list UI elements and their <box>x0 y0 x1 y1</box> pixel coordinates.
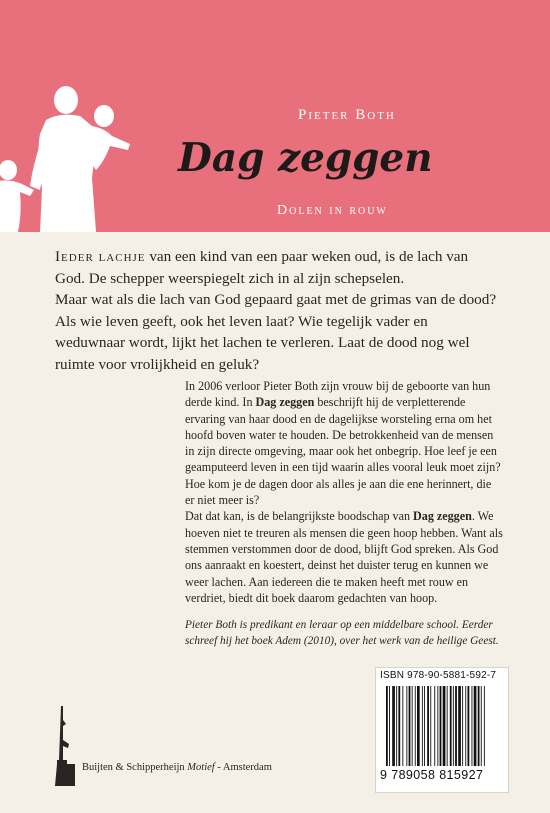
blurb-p1-rest: beschrijft hij de verpletterende ervaring van haar dood en de dagelijkse worsteling erna om het hoofd boven water te houden. De betrokkenheid van de mensen in zijn directe omgeving, maar ook het onbegrip. Hoe leef je een geamputeerd leven in een tijd waarin alles vooral leuk moet zijn? Hoe kom je de dagen door als alles je aan die ene herinnert, die er niet meer is? <box>185 395 501 508</box>
author-name: Pieter Both <box>298 107 396 123</box>
blurb-p2-title: Dag zeggen <box>413 509 472 524</box>
publisher-line <box>82 762 272 773</box>
blurb-text <box>185 378 503 606</box>
blurb-p1-title: Dag zeggen <box>255 395 315 410</box>
publisher-imprint: Motief <box>187 762 215 773</box>
author-bio: Pieter Both is predikant en leraar op een middelbare school. Eerder schreef hij het boek Adem (2010), over het werk van de heilige Geest. <box>185 619 499 647</box>
book-title: Dag zeggen <box>178 135 433 181</box>
book-subtitle: Dolen in rouw <box>277 203 388 218</box>
intro-text <box>55 246 500 375</box>
intro-paragraph-1-rest: van een kind van een paar weken oud, is de lach van God. De schepper weerspiegelt zich in al zijn schepselen. <box>55 248 469 287</box>
blurb-paragraph-2 <box>185 508 503 606</box>
publisher-logo-icon <box>55 706 79 786</box>
intro-paragraph-1 <box>55 246 500 289</box>
cover-header <box>0 0 550 232</box>
publisher-city: - Amsterdam <box>217 762 272 773</box>
blurb-paragraph-1 <box>185 378 503 508</box>
blurb-p1-start: In 2006 verloor Pieter Both zijn vrouw bij de geboorte van hun derde kind. In <box>185 379 491 410</box>
father-child-silhouette-icon <box>0 78 150 232</box>
barcode-icon <box>384 686 500 766</box>
barcode-box <box>375 667 509 793</box>
intro-paragraph-2: Maar wat als die lach van God gepaard gaat met de grimas van de dood? Als wie leven geeft, ook het leven laat? Wie tegelijk vader en weduwnaar wordt, lijkt het lachen te verleren. Laat de dood nog wel ruimte voor vrolijkheid en geluk? <box>55 291 497 373</box>
blurb-p2-start: Dat dat kan, is de belangrijkste boodschap van <box>185 509 414 524</box>
publisher-name: Buijten & Schipperheijn <box>82 762 185 773</box>
intro-lead-caps: Ieder lachje <box>55 248 146 265</box>
barcode-digits: 9 789058 815927 <box>380 768 484 782</box>
blurb-p2-rest: . We hoeven niet te treuren als mensen die geen hoop hebben. Want als stemmen verstommen door de dood, blijft God spreken. Als God ons aanraakt en koestert, deinst het duister terug en kunnen we weer lachen. Aan iedereen die te maken heeft met rouw en verdriet, biedt dit boek daarom gedachten van hoop. <box>185 509 503 605</box>
isbn-number: ISBN 978-90-5881-592-7 <box>380 670 497 681</box>
